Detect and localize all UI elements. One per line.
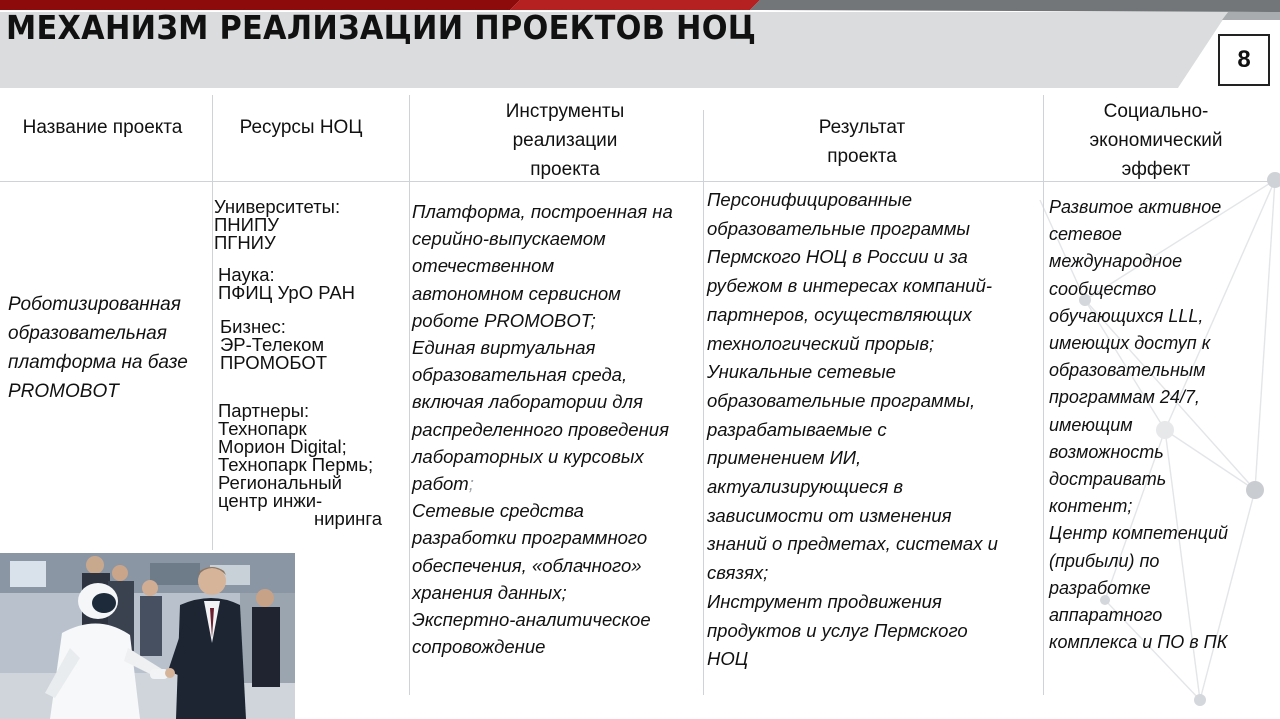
robot-photo	[0, 553, 295, 719]
col-header-result: Результат проекта	[818, 117, 906, 167]
result-cell: Персонифицированные образовательные программы Пермского НОЦ в России и за рубежом в интересах компаний- партнеров, осуществляющих технологический прорыв; Уникальные сетевые образовательные программы, разрабатываемые с применением ИИ, актуализирующиеся в зависимости от изменения знаний о предметах, системах и связях; Инструмент продвижения продуктов и услуг Пермского НОЦ	[707, 189, 998, 670]
column-divider	[703, 110, 704, 695]
col-header-effect: Социально- экономический эффект	[1089, 101, 1223, 180]
col-header-resources: Ресурсы НОЦ	[239, 117, 363, 138]
page-title: МЕХАНИЗМ РЕАЛИЗАЦИИ ПРОЕКТОВ НОЦ	[6, 8, 757, 47]
page-number: 8	[1218, 34, 1270, 86]
col-header-tools: Инструменты реализации проекта	[505, 101, 625, 180]
resources-partners: Партнеры: Технопарк Морион Digital; Технопарк Пермь; Региональный центр инжи- ниринга	[218, 400, 383, 529]
tools-cell: Платформа, построенная на серийно-выпускаемом отечественном автономном сервисном роботе PROMOBOT; Единая виртуальная образовательная среда, включая лаборатории для распределенного проведения лабораторных и курсовых работ; Сетевые средства разработки программного обеспечения, «облачного» хранения данных; Экспертно-аналитическое сопровождение	[412, 201, 673, 658]
column-divider	[409, 95, 410, 695]
effect-cell: Развитое активное сетевое международное сообщество обучающихся LLL, имеющих доступ к образовательным программам 24/7, имеющим возможность достраивать контент; Центр компетенций (прибыли) по разработке аппаратного комплекса и ПО в ПК	[1049, 197, 1228, 653]
col-header-project-name: Название проекта	[22, 117, 183, 138]
project-name-cell: Роботизированная образовательная платформа на базе PROMOBOT	[8, 294, 188, 402]
column-divider	[1043, 95, 1044, 695]
resources-universities: Университеты: ПНИПУ ПГНИУ	[214, 196, 341, 253]
resources-science: Наука: ПФИЦ УрО РАН	[218, 264, 356, 303]
resources-business: Бизнес: ЭР-Телеком ПРОМОБОТ	[220, 316, 328, 373]
